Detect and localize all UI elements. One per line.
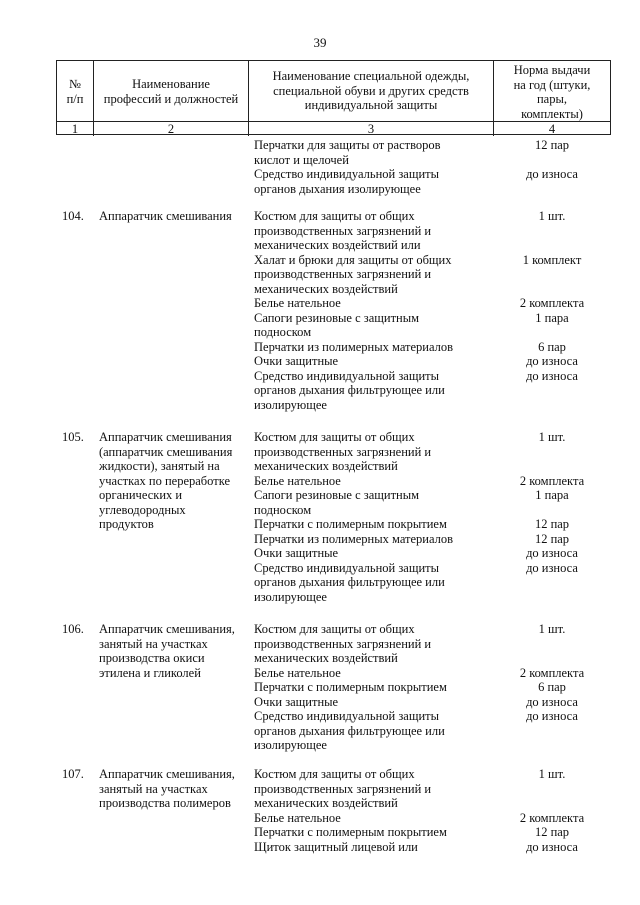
norm-cell	[495, 167, 609, 196]
norm-cell	[495, 138, 609, 167]
norm-value: до износа	[526, 167, 578, 181]
row-number: 105.	[62, 430, 84, 444]
header-col-norm	[494, 61, 610, 136]
item-line: Перчатки для защиты от растворов	[254, 138, 441, 152]
header-text: Норма выдачи	[513, 63, 591, 77]
protective-item	[254, 532, 494, 547]
norm-cell	[495, 622, 609, 666]
issue-norms	[495, 767, 609, 854]
item-line: органов дыхания фильтрующее или	[254, 383, 445, 397]
row-number: 106.	[62, 622, 84, 636]
item-line: Средство индивидуальной защиты	[254, 709, 440, 723]
item-line: Костюм для защиты от общих	[254, 430, 415, 444]
norm-value: 1 шт.	[538, 209, 566, 223]
protective-item	[254, 825, 494, 840]
norm-value: 1 шт.	[538, 430, 566, 444]
protective-item	[254, 767, 494, 811]
protective-item	[254, 340, 494, 355]
profession-line: Аппаратчик смешивания,	[99, 767, 235, 781]
norm-value: 1 шт.	[538, 622, 566, 636]
norm-value: 12 пар	[534, 138, 570, 152]
protective-items	[254, 622, 494, 753]
protective-item	[254, 811, 494, 826]
norm-value: до износа	[526, 694, 578, 709]
issue-norms	[495, 209, 609, 412]
protective-item	[254, 430, 494, 474]
header-col-index: 3	[249, 121, 493, 136]
norm-cell	[495, 680, 609, 695]
norm-cell	[495, 253, 609, 297]
norm-cell	[495, 296, 609, 311]
norm-cell	[495, 340, 609, 355]
item-line: Очки защитные	[254, 546, 339, 560]
item-line: Сапоги резиновые с защитным	[254, 310, 420, 325]
row-number: 104.	[62, 209, 84, 223]
header-text: специальной обуви и других средств	[273, 83, 469, 98]
item-line: Белье нательное	[254, 810, 341, 825]
profession-line: Аппаратчик смешивания	[99, 209, 232, 223]
header-text: индивидуальной защиты	[304, 98, 438, 112]
norm-value: до износа	[526, 354, 578, 368]
profession-line: продуктов	[99, 517, 154, 531]
protective-item	[254, 253, 494, 297]
profession-line: органических и	[99, 488, 183, 502]
protective-item	[254, 546, 494, 561]
header-text: №	[69, 77, 81, 91]
item-line: органов дыхания фильтрующее или	[254, 723, 445, 738]
issue-norms	[495, 138, 609, 196]
item-line: производственных загрязнений и	[254, 781, 432, 796]
header-text: Наименование специальной одежды,	[272, 69, 470, 83]
profession-line: (аппаратчик смешивания	[99, 444, 233, 459]
protective-item	[254, 709, 494, 753]
item-line: Белье нательное	[254, 473, 341, 488]
norm-cell	[495, 561, 609, 605]
protective-item	[254, 354, 494, 369]
protective-item	[254, 622, 494, 666]
norm-value: 2 комплекта	[519, 665, 585, 680]
norm-value: до износа	[526, 709, 578, 723]
norm-cell	[495, 488, 609, 517]
norm-cell	[495, 532, 609, 547]
item-line: подноском	[254, 502, 312, 517]
norm-value: 1 пара	[535, 488, 569, 502]
item-line: производственных загрязнений и	[254, 444, 432, 459]
item-line: изолирующее	[254, 397, 327, 412]
header-col-number	[57, 61, 94, 136]
norm-value: до износа	[526, 368, 578, 383]
item-line: Очки защитные	[254, 354, 339, 368]
norm-cell	[495, 311, 609, 340]
protective-item	[254, 680, 494, 695]
norm-value: 12 пар	[534, 517, 570, 531]
protective-item	[254, 666, 494, 681]
norm-cell	[495, 666, 609, 681]
profession-line: углеводородных	[99, 502, 186, 517]
item-line: Средство индивидуальной защиты	[254, 368, 440, 383]
profession-name	[99, 209, 249, 224]
norm-cell	[495, 209, 609, 253]
item-line: органов дыхания изолирующее	[254, 181, 421, 196]
profession-line: производства полимеров	[99, 796, 231, 810]
item-line: Костюм для защиты от общих	[254, 767, 415, 781]
header-text: на год (штуки,	[513, 77, 591, 92]
norm-cell	[495, 430, 609, 474]
item-line: изолирующее	[254, 589, 327, 604]
protective-item	[254, 695, 494, 710]
issue-norms	[495, 430, 609, 604]
norm-cell	[495, 767, 609, 811]
profession-line: занятый на участках	[99, 781, 208, 796]
item-line: механических воздействий	[254, 796, 398, 810]
profession-line: Аппаратчик смешивания,	[99, 622, 235, 636]
norm-cell	[495, 811, 609, 826]
item-line: Белье нательное	[254, 665, 341, 680]
item-line: механических воздействий	[254, 459, 398, 473]
item-line: Перчатки из полимерных материалов	[254, 339, 454, 354]
protective-item	[254, 296, 494, 311]
header-text: Наименование	[132, 77, 210, 91]
item-line: Костюм для защиты от общих	[254, 209, 415, 223]
header-col-index: 4	[494, 121, 610, 136]
header-col-index: 2	[94, 121, 248, 136]
norm-cell	[495, 709, 609, 753]
item-line: производственных загрязнений и	[254, 223, 432, 238]
item-line: Сапоги резиновые с защитным	[254, 488, 420, 502]
table-header	[56, 60, 611, 135]
header-text: пары,	[536, 92, 567, 106]
norm-value: 1 пара	[535, 310, 569, 325]
item-line: Перчатки с полимерным покрытием	[254, 680, 447, 694]
norm-value: до износа	[526, 560, 578, 575]
protective-item	[254, 488, 494, 517]
item-line: Халат и брюки для защиты от общих	[254, 252, 452, 267]
norm-cell	[495, 825, 609, 840]
norm-value: 12 пар	[534, 531, 570, 546]
item-line: механических воздействий	[254, 651, 398, 665]
page-number: 39	[313, 35, 327, 50]
header-text: комплекты)	[521, 106, 583, 121]
protective-items	[254, 767, 494, 854]
norm-value: 2 комплекта	[519, 810, 585, 825]
protective-item	[254, 561, 494, 605]
item-line: механических воздействий или	[254, 238, 421, 252]
norm-cell	[495, 517, 609, 532]
norm-value: до износа	[526, 546, 578, 560]
protective-items	[254, 209, 494, 412]
item-line: Средство индивидуальной защиты	[254, 167, 440, 181]
item-line: Перчатки с полимерным покрытием	[254, 517, 447, 531]
item-line: производственных загрязнений и	[254, 636, 432, 651]
row-number: 107.	[62, 767, 84, 781]
item-line: Костюм для защиты от общих	[254, 622, 415, 636]
protective-item	[254, 138, 494, 167]
protective-item	[254, 474, 494, 489]
item-line: Средство индивидуальной защиты	[254, 560, 440, 575]
protective-item	[254, 311, 494, 340]
norm-value: 2 комплекта	[519, 296, 585, 310]
item-line: Щиток защитный лицевой или	[254, 839, 418, 854]
item-line: Белье нательное	[254, 296, 341, 310]
item-line: Очки защитные	[254, 694, 339, 709]
protective-item	[254, 517, 494, 532]
profession-name	[99, 767, 249, 811]
norm-value: до износа	[526, 839, 578, 854]
item-line: подноском	[254, 325, 312, 339]
header-col-items	[249, 61, 494, 136]
profession-line: занятый на участках	[99, 636, 208, 651]
protective-item	[254, 167, 494, 196]
norm-value: 12 пар	[534, 825, 570, 839]
item-line: кислот и щелочей	[254, 152, 349, 167]
protective-item	[254, 840, 494, 855]
item-line: Перчатки из полимерных материалов	[254, 531, 454, 546]
profession-line: участках по переработке	[99, 473, 231, 488]
header-col-index: 1	[57, 121, 93, 136]
protective-items	[254, 430, 494, 604]
profession-name	[99, 430, 249, 532]
norm-cell	[495, 354, 609, 369]
profession-name	[99, 622, 249, 680]
protective-item	[254, 209, 494, 253]
item-line: органов дыхания фильтрующее или	[254, 575, 445, 589]
header-text: профессий и должностей	[103, 91, 239, 106]
protective-items	[254, 138, 494, 196]
norm-cell	[495, 369, 609, 413]
norm-value: 6 пар	[538, 680, 566, 694]
norm-value: 1 шт.	[538, 767, 566, 781]
profession-line: производства окиси	[99, 651, 205, 665]
item-line: изолирующее	[254, 738, 327, 752]
item-line: производственных загрязнений и	[254, 267, 432, 281]
item-line: механических воздействий	[254, 281, 398, 296]
profession-line: этилена и гликолей	[99, 665, 201, 680]
profession-line: жидкости), занятый на	[99, 459, 220, 473]
norm-cell	[495, 474, 609, 489]
header-col-profession	[94, 61, 249, 136]
item-line: Перчатки с полимерным покрытием	[254, 825, 447, 839]
header-text: п/п	[66, 91, 84, 106]
issue-norms	[495, 622, 609, 753]
norm-value: 1 комплект	[522, 252, 582, 267]
norm-value: 6 пар	[538, 339, 566, 354]
norm-cell	[495, 695, 609, 710]
norm-cell	[495, 840, 609, 855]
protective-item	[254, 369, 494, 413]
norm-value: 2 комплекта	[519, 473, 585, 488]
norm-cell	[495, 546, 609, 561]
profession-line: Аппаратчик смешивания	[99, 430, 232, 444]
